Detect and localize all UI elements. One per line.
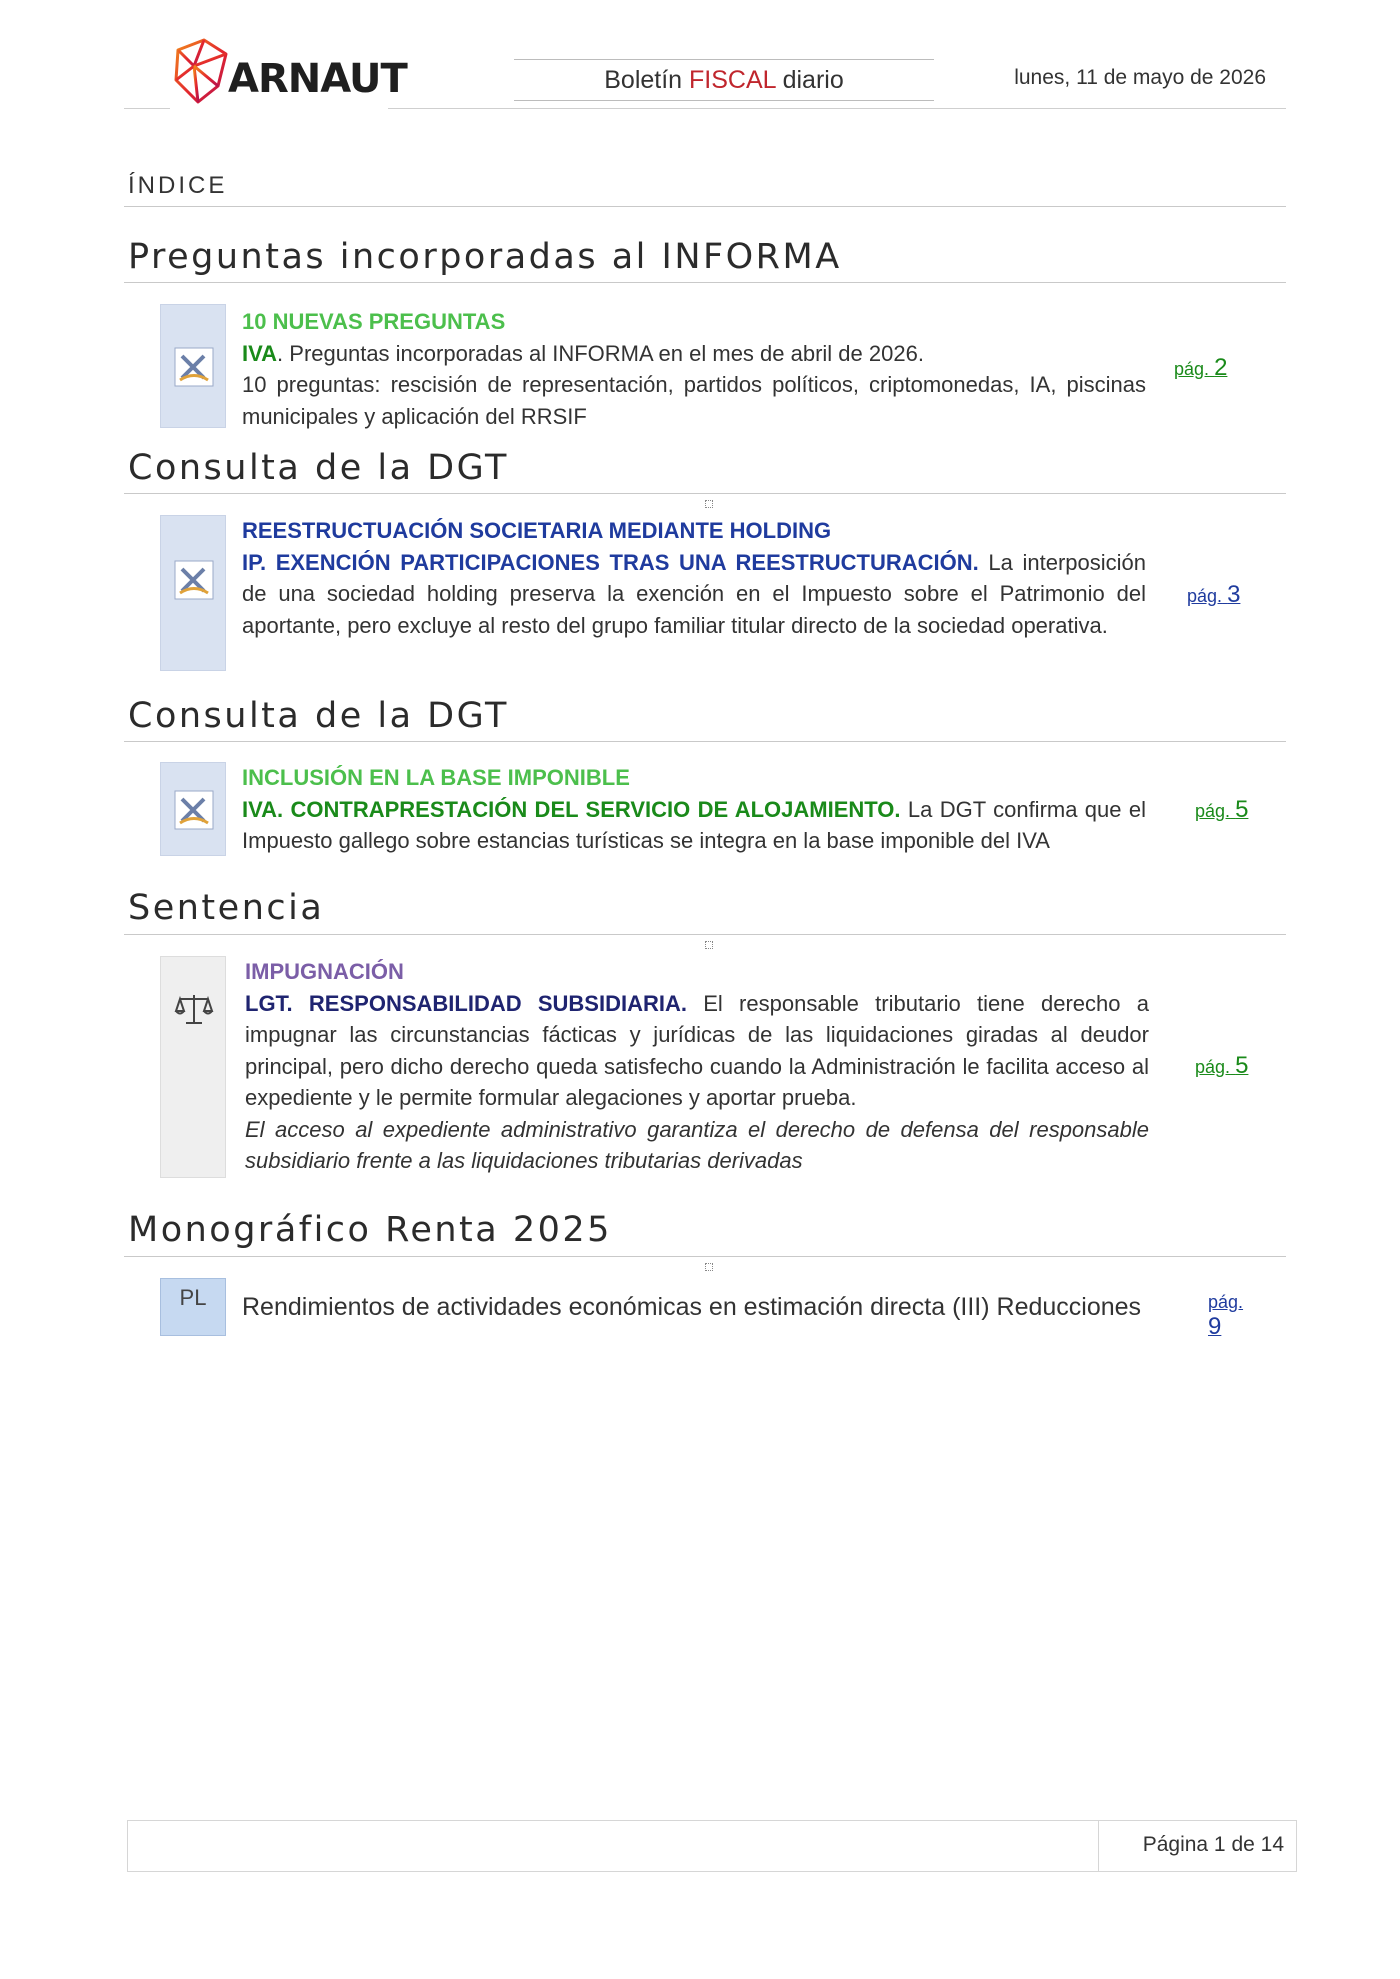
- tax-agency-icon: [174, 790, 214, 830]
- index-entry[interactable]: [160, 515, 1260, 671]
- section-rule: [124, 1256, 1286, 1257]
- entry-kicker: IMPUGNACIÓN: [245, 959, 404, 984]
- entry-body: [242, 306, 1146, 432]
- header-rule: [388, 108, 1286, 109]
- index-rule: [124, 206, 1286, 207]
- logo-text: ARNAUT: [228, 56, 407, 102]
- entry-text: El responsable tributario tiene derecho a impugnar las circunstancias fácticas y jurídicas de las liquidaciones giradas al deudor principal, pero dicho derecho queda satisfecho cuando la Administración le facilita acceso al expediente y le permite formular alegaciones y aportar prueba.: [245, 990, 1149, 1110]
- index-entry[interactable]: [160, 956, 1260, 1178]
- page-number: Página 1 de 14: [1142, 1833, 1284, 1856]
- anchor-marker: [705, 500, 713, 508]
- logo-polyhedron-icon: [170, 36, 232, 106]
- entry-text: La interposición de una sociedad holding preserva la exención en el Impuesto sobre el Patrimonio del aportante, pero excluye al resto del grupo familiar titular directo de la sociedad operativa.: [242, 549, 1146, 638]
- entry-icon-box: [160, 515, 226, 671]
- section-title: Preguntas incorporadas al INFORMA: [128, 237, 842, 277]
- entry-lead: IP. EXENCIÓN PARTICIPACIONES TRAS UNA REESTRUCTURACIÓN.: [242, 549, 979, 575]
- entry-lead: IVA: [242, 340, 278, 366]
- entry-kicker: REESTRUCTUACIÓN SOCIETARIA MEDIANTE HOLDING: [242, 518, 832, 543]
- scales-of-justice-icon: [174, 989, 214, 1029]
- page-link[interactable]: pág. 3: [1187, 581, 1241, 608]
- plan-badge: PL: [179, 1285, 207, 1310]
- section-title: Monográfico Renta 2025: [128, 1210, 612, 1250]
- anchor-marker: [705, 1263, 713, 1271]
- entry-icon-box: [160, 762, 226, 856]
- footer-divider: [1098, 1821, 1099, 1871]
- section-title: Consulta de la DGT: [128, 448, 509, 488]
- section-title: Sentencia: [128, 888, 325, 928]
- entry-text: La DGT confirma que el Impuesto gallego sobre estancias turísticas se integra en la base imponible del IVA: [242, 796, 1146, 853]
- entry-lead: LGT. RESPONSABILIDAD SUBSIDIARIA.: [245, 990, 687, 1016]
- section-rule: [124, 493, 1286, 494]
- index-entry[interactable]: [160, 304, 1260, 428]
- page-footer: [127, 1820, 1297, 1872]
- entry-summary: El acceso al expediente administrativo garantiza el derecho de defensa del responsable subsidiario frente a las liquidaciones tributarias derivadas: [245, 1116, 1149, 1173]
- page-link[interactable]: pág. 2: [1174, 354, 1228, 381]
- entry-icon-box: [160, 956, 226, 1178]
- tax-agency-icon: [174, 560, 214, 600]
- entry-body: [242, 515, 1146, 641]
- entry-icon-box: [160, 304, 226, 428]
- entry-body: [245, 956, 1149, 1177]
- section-rule: [124, 282, 1286, 283]
- entry-badge-box: [160, 1278, 226, 1336]
- page-link[interactable]: pág. 5: [1195, 796, 1249, 823]
- bulletin-title: Boletín FISCAL diario: [514, 59, 934, 101]
- entry-kicker: INCLUSIÓN EN LA BASE IMPONIBLE: [242, 765, 630, 790]
- index-entry[interactable]: [160, 762, 1260, 856]
- entry-kicker: 10 NUEVAS PREGUNTAS: [242, 309, 506, 334]
- entry-text: . Preguntas incorporadas al INFORMA en el mes de abril de 2026.: [277, 340, 924, 366]
- entry-text: Rendimientos de actividades económicas en estimación directa (III) Reducciones: [242, 1293, 1142, 1321]
- section-rule: [124, 741, 1286, 742]
- header-rule-left: [124, 108, 170, 109]
- anchor-marker: [705, 941, 713, 949]
- page-link[interactable]: pág. 9: [1208, 1292, 1244, 1340]
- tax-agency-icon: [174, 347, 214, 387]
- bulletin-date: lunes, 11 de mayo de 2026: [1014, 66, 1266, 89]
- section-rule: [124, 934, 1286, 935]
- section-title: Consulta de la DGT: [128, 696, 509, 736]
- entry-body: [242, 762, 1146, 857]
- index-heading: ÍNDICE: [128, 172, 228, 199]
- entry-text: 10 preguntas: rescisión de representación, partidos políticos, criptomonedas, IA, piscinas municipales y aplicación del RRSIF: [242, 372, 1146, 429]
- company-logo: [170, 36, 407, 112]
- page-link[interactable]: pág. 5: [1195, 1052, 1249, 1079]
- index-entry[interactable]: [160, 1278, 1260, 1340]
- entry-lead: IVA. CONTRAPRESTACIÓN DEL SERVICIO DE ALOJAMIENTO.: [242, 796, 901, 822]
